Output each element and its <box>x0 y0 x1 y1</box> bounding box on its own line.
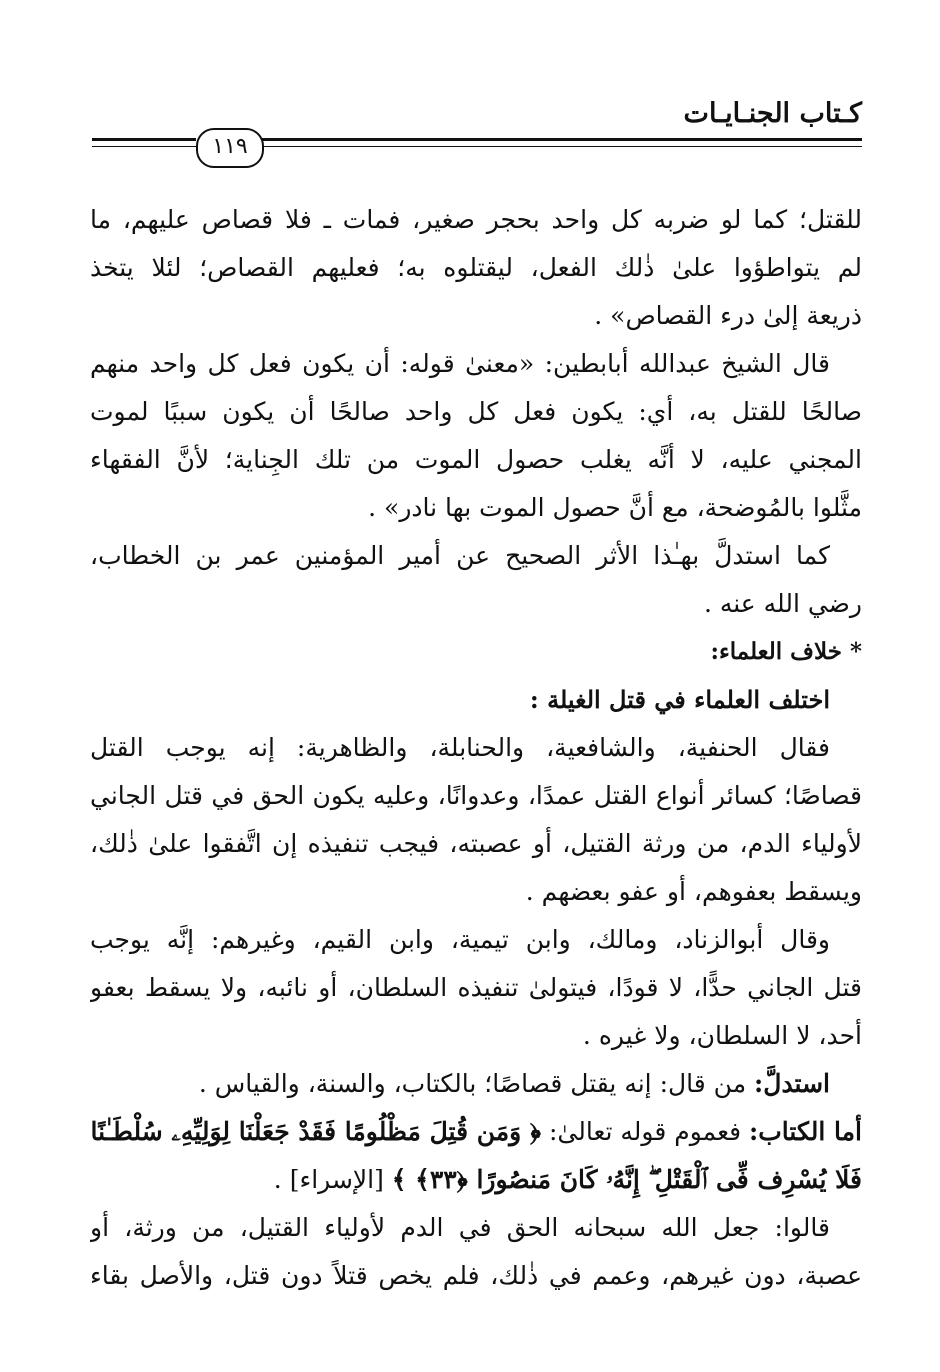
text-line: مثَّلوا بالمُوضحة، مع أنَّ حصول الموت بها نادر» . <box>368 493 862 522</box>
paragraph-1 <box>90 196 862 340</box>
text-line: لم يتواطؤوا علىٰ ذٰلك الفعل، ليقتلوه به؛ فعليهم القصاص؛ لئلا يتخذ <box>90 253 862 282</box>
evidence-lead: استدلَّ: <box>754 1069 830 1098</box>
paragraph-7 <box>90 1108 862 1204</box>
text-line: صالحًا للقتل به، أي: يكون فعل كل واحد صالحًا أن يكون سببًا لموت <box>90 397 862 426</box>
quran-verse-part-1: ﴿ وَمَن قُتِلَ مَظْلُومًا فَقَدْ جَعَلْنَا لِوَلِيِّهِۦ سُلْطَـٰنًا <box>90 1117 541 1146</box>
text-line: قال الشيخ عبدالله أبابطين: «معنىٰ قوله: أن يكون فعل كل واحد منهم <box>90 349 830 378</box>
text-line: أحد، لا السلطان، ولا غيره . <box>582 1021 862 1050</box>
book-lead: أما الكتاب: <box>749 1117 862 1146</box>
section-heading: * خلاف العلماء: <box>710 638 862 665</box>
book-text: فعموم قوله تعالىٰ: <box>541 1117 750 1146</box>
paragraph-5 <box>90 916 862 1060</box>
text-line: رضي الله عنه . <box>703 589 862 618</box>
text-line: قالوا: جعل الله سبحانه الحق في الدم لأولياء القتيل، من ورثة، أو <box>90 1213 830 1242</box>
paragraph-8 <box>90 1204 862 1300</box>
text-line: وقال أبوالزناد، ومالك، وابن تيمية، وابن القيم، وغيرهم: إنَّه يوجب <box>90 925 830 954</box>
header-rule-left-thick <box>92 138 196 141</box>
text-line: قصاصًا؛ كسائر أنواع القتل عمدًا، وعدوانًا، وعليه يكون الحق في قتل الجاني <box>90 781 862 810</box>
page-number: ١١٩ <box>196 128 264 168</box>
book-title: كـتاب الجنـايـات <box>683 98 862 129</box>
text-line: ويسقط بعفوهم، أو عفو بعضهم . <box>525 877 862 906</box>
text-line: للقتل؛ كما لو ضربه كل واحد بحجر صغير، فمات ـ فلا قصاص عليهم، ما <box>90 205 862 234</box>
text-line: كما استدلَّ بهـٰذا الأثر الصحيح عن أمير المؤمنين عمر بن الخطاب، <box>90 541 830 570</box>
text-line: قتل الجاني حدًّا، لا قودًا، فيتولىٰ تنفيذه السلطان، أو نائبه، ولا يسقط بعفو <box>90 973 862 1002</box>
text-line: ذريعة إلىٰ درء القصاص» . <box>594 301 862 330</box>
header-rule-left-thin <box>92 146 196 147</box>
evidence-text: من قال: إنه يقتل قصاصًا؛ بالكتاب، والسنة، والقياس . <box>198 1069 755 1098</box>
text-line <box>90 1108 862 1156</box>
paragraph-4 <box>90 724 862 916</box>
text-line: لأولياء الدم، من ورثة القتيل، أو عصبته، فيجب تنفيذه إن اتَّفقوا علىٰ ذٰلك، <box>90 829 862 858</box>
paragraph-6 <box>90 1060 862 1108</box>
paragraph-2 <box>90 340 862 532</box>
subheading: اختلف العلماء في قتل الغيلة : <box>529 685 830 714</box>
text-line: فقال الحنفية، والشافعية، والحنابلة، والظاهرية: إنه يوجب القتل <box>90 733 830 762</box>
quran-verse-part-2: فَلَا يُسْرِف فِّى ٱلْقَتْلِ ۖ إِنَّهُۥ كَانَ مَنصُورًا ﴿٣٣﴾ ﴾ <box>391 1165 862 1194</box>
text-line <box>90 1156 862 1204</box>
paragraph-3 <box>90 532 862 628</box>
text-line: المجني عليه، لا أنَّه يغلب حصول الموت من تلك الجِناية؛ لأنَّ الفقهاء <box>90 445 862 474</box>
header-rule-right-thin <box>262 146 862 147</box>
verse-reference: [الإسراء] . <box>273 1165 392 1194</box>
page-body <box>90 196 862 1300</box>
header-rule-right-thick <box>262 138 862 141</box>
text-line: عصبة، دون غيرهم، وعمم في ذٰلك، فلم يخص قتلاً دون قتل، والأصل بقاء <box>90 1261 862 1290</box>
